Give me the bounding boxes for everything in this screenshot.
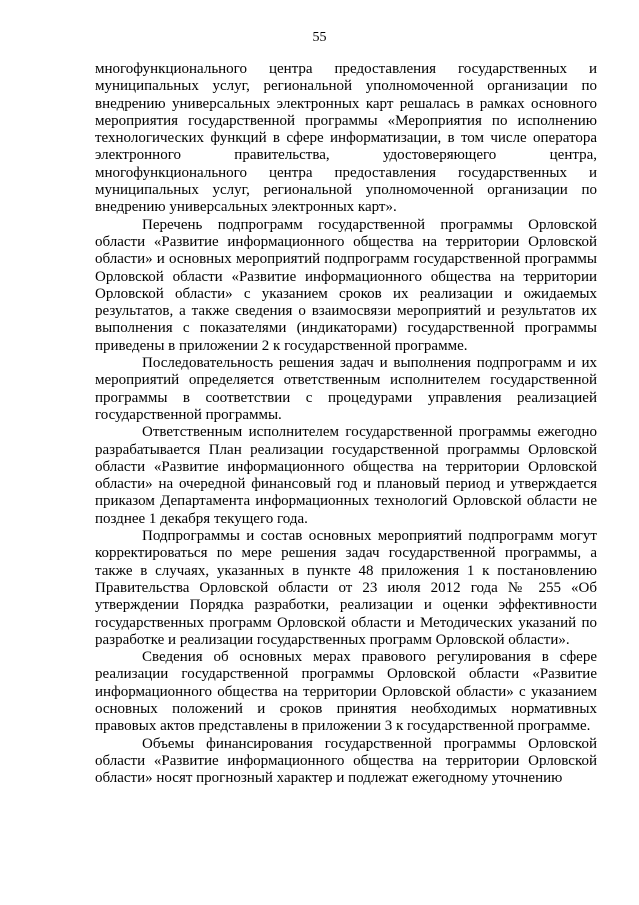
paragraph-adjustments: Подпрограммы и состав основных мероприятий подпрограмм могут корректироваться по мере решения задач государственной программы, а также в случаях, указанных в пункте 48 приложения 1 к постановлению Правительства Орловской области от 23 июля 2012 года № 255 «Об утверждении Порядка разработки, реализации и оценки эффективности государственных программ Орловской области и Методических указаний по разработке и реализации государственных программ Орловской области». xyxy=(95,528,597,648)
paragraph-legal-regulation: Сведения об основных мерах правового регулирования в сфере реализации государственной программы Орловской области «Развитие информационного общества на территории Орловской области» с указанием основных положений и сроков принятия необходимых нормативных правовых актов представлены в приложении 3 к государственной программе. xyxy=(95,649,597,735)
paragraph-sequence: Последовательность решения задач и выполнения подпрограмм и их мероприятий определяется ответственным исполнителем государственной программы в соответствии с процедурами управления реализацией государственной программы. xyxy=(95,355,597,423)
paragraph-financing: Объемы финансирования государственной программы Орловской области «Развитие информационного общества на территории Орловской области» носят прогнозный характер и подлежат ежегодному уточнению xyxy=(95,735,597,787)
document-body xyxy=(95,61,597,787)
page-number: 55 xyxy=(312,30,327,45)
paragraph-continuation: многофункционального центра предоставления государственных и муниципальных услуг, региональной уполномоченной организации по внедрению универсальных электронных карт решалась в рамках основного мероприятия государственной программы «Мероприятия по исполнению технологических функций в сфере информатизации, в том числе оператора электронного правительства, удостоверяющего центра, многофункционального центра предоставления государственных и муниципальных услуг, региональной уполномоченной организации по внедрению универсальных электронных карт». xyxy=(95,61,597,216)
paragraph-implementation-plan: Ответственным исполнителем государственной программы ежегодно разрабатывается План реализации государственной программы Орловской области «Развитие информационного общества на территории Орловской области» на очередной финансовый год и плановый период и утверждается приказом Департамента информационных технологий Орловской области не позднее 1 декабря текущего года. xyxy=(95,424,597,527)
paragraph-subprograms-list: Перечень подпрограмм государственной программы Орловской области «Развитие информационного общества на территории Орловской области» и основных мероприятий подпрограмм государственной программы Орловской области «Развитие информационного общества на территории Орловской области» с указанием сроков их реализации и ожидаемых результатов, а также сведения о взаимосвязи мероприятий и результатов их выполнения с показателями (индикаторами) государственной программы приведены в приложении 2 к государственной программе. xyxy=(95,216,597,354)
